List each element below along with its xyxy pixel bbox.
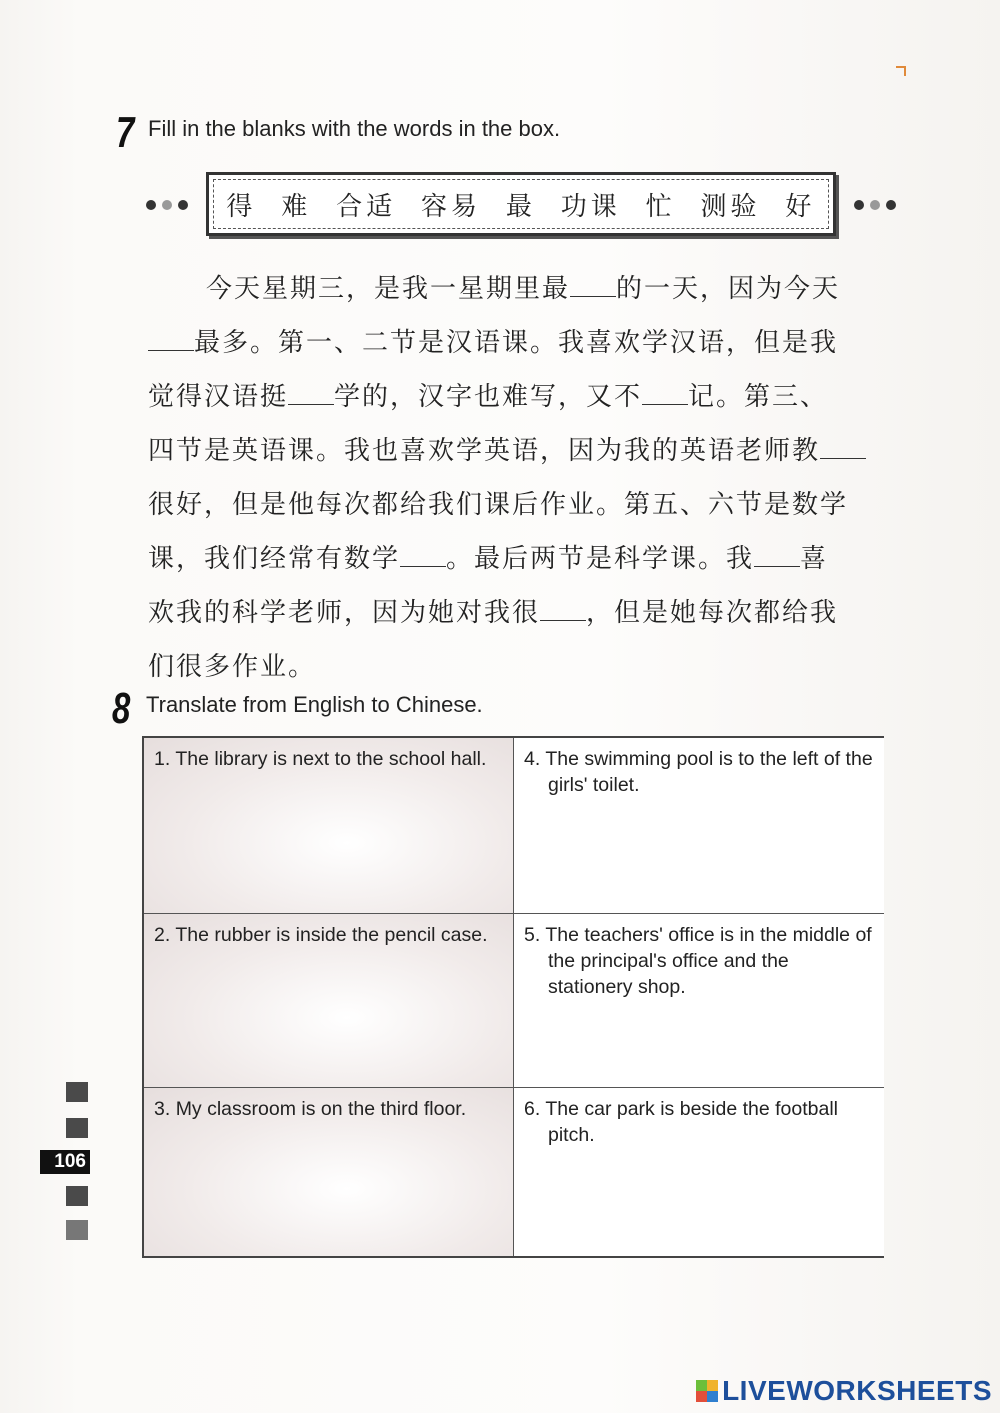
passage-line [148,262,888,316]
passage-line [148,316,888,370]
passage-text: 们很多作业。 [148,652,317,682]
item-number: 1. [154,748,171,770]
answer-blank[interactable] [820,434,866,459]
passage-line [148,424,888,478]
item-number: 2. [154,924,171,946]
passage-text: 最多。第一、二节是汉语课。我喜欢学汉语，但是我 [194,328,839,358]
translation-cell-1[interactable] [144,738,514,914]
passage-line [148,370,888,424]
word-box-word: 最 [505,191,536,222]
word-box-word: 难 [281,191,312,222]
passage-text: 今天星期三，是我一星期里最 [206,274,571,304]
answer-blank[interactable] [570,272,616,297]
passage-text: 的一天，因为今天 [616,274,841,304]
passage-text: 很好，但是他每次都给我们课后作业。第五、六节是数学 [148,490,849,520]
decorative-dots-left [146,200,188,210]
translation-grid [142,736,884,1258]
item-text: My classroom is on the third floor. [175,1098,467,1120]
word-box-word: 好 [785,191,816,222]
item-text: The rubber is inside the pencil case. [175,924,488,946]
word-box [206,172,836,236]
passage-line [148,586,888,640]
corner-mark [896,66,906,76]
word-box-container [146,172,896,240]
translation-cell-4[interactable] [514,738,884,914]
liveworksheets-brand[interactable] [696,1375,992,1407]
word-box-word: 容易 [421,191,482,222]
passage-text: 觉得汉语挺 [148,382,289,412]
word-box-word: 合适 [336,191,397,222]
answer-blank[interactable] [148,326,194,351]
passage-line [148,532,888,586]
decorative-dots-right [854,200,896,210]
passage-text: 四节是英语课。我也喜欢学英语，因为我的英语老师教 [148,436,821,466]
translation-cell-6[interactable] [514,1088,884,1256]
answer-blank[interactable] [540,596,586,621]
word-box-word: 得 [226,191,257,222]
word-box-word: 忙 [645,191,676,222]
fill-in-passage [148,262,888,694]
liveworksheets-logo-icon [696,1380,718,1402]
passage-line [148,478,888,532]
passage-text: 课，我们经常有数学 [148,544,401,574]
exercise-8-instruction: Translate from English to Chinese. [146,692,483,717]
item-text: The car park is beside the football pitch. [545,1098,839,1146]
passage-text: ，但是她每次都给我 [586,598,839,628]
passage-text: 喜 [800,544,829,574]
exercise-7-number: 7 [116,108,135,157]
item-number: 5. [524,924,541,946]
passage-text: 学的，汉字也难写，又不 [334,382,643,412]
page-number: 106 [40,1150,90,1174]
passage-text: 记。第三、 [688,382,829,412]
translation-cell-2[interactable] [144,914,514,1088]
item-number: 4. [524,748,541,770]
item-text: The teachers' office is in the middle of the principal's office and the stationery shop. [545,924,872,998]
word-box-word: 功课 [560,191,621,222]
passage-text: 。最后两节是科学课。我 [446,544,755,574]
exercise-7-instruction: Fill in the blanks with the words in the box. [148,116,561,141]
item-number: 6. [524,1098,541,1120]
answer-blank[interactable] [400,542,446,567]
passage-text: 欢我的科学老师，因为她对我很 [148,598,541,628]
translation-cell-5[interactable] [514,914,884,1088]
exercise-8-number: 8 [112,684,131,733]
answer-blank[interactable] [642,380,688,405]
answer-blank[interactable] [288,380,334,405]
word-box-words [213,179,829,229]
item-number: 3. [154,1098,171,1120]
translation-cell-3[interactable] [144,1088,514,1256]
word-box-word: 测验 [700,191,761,222]
brand-name: LIVEWORKSHEETS [722,1375,992,1406]
passage-line [148,640,888,694]
item-text: The library is next to the school hall. [175,748,487,770]
answer-blank[interactable] [754,542,800,567]
item-text: The swimming pool is to the left of the girls' toilet. [545,748,873,796]
